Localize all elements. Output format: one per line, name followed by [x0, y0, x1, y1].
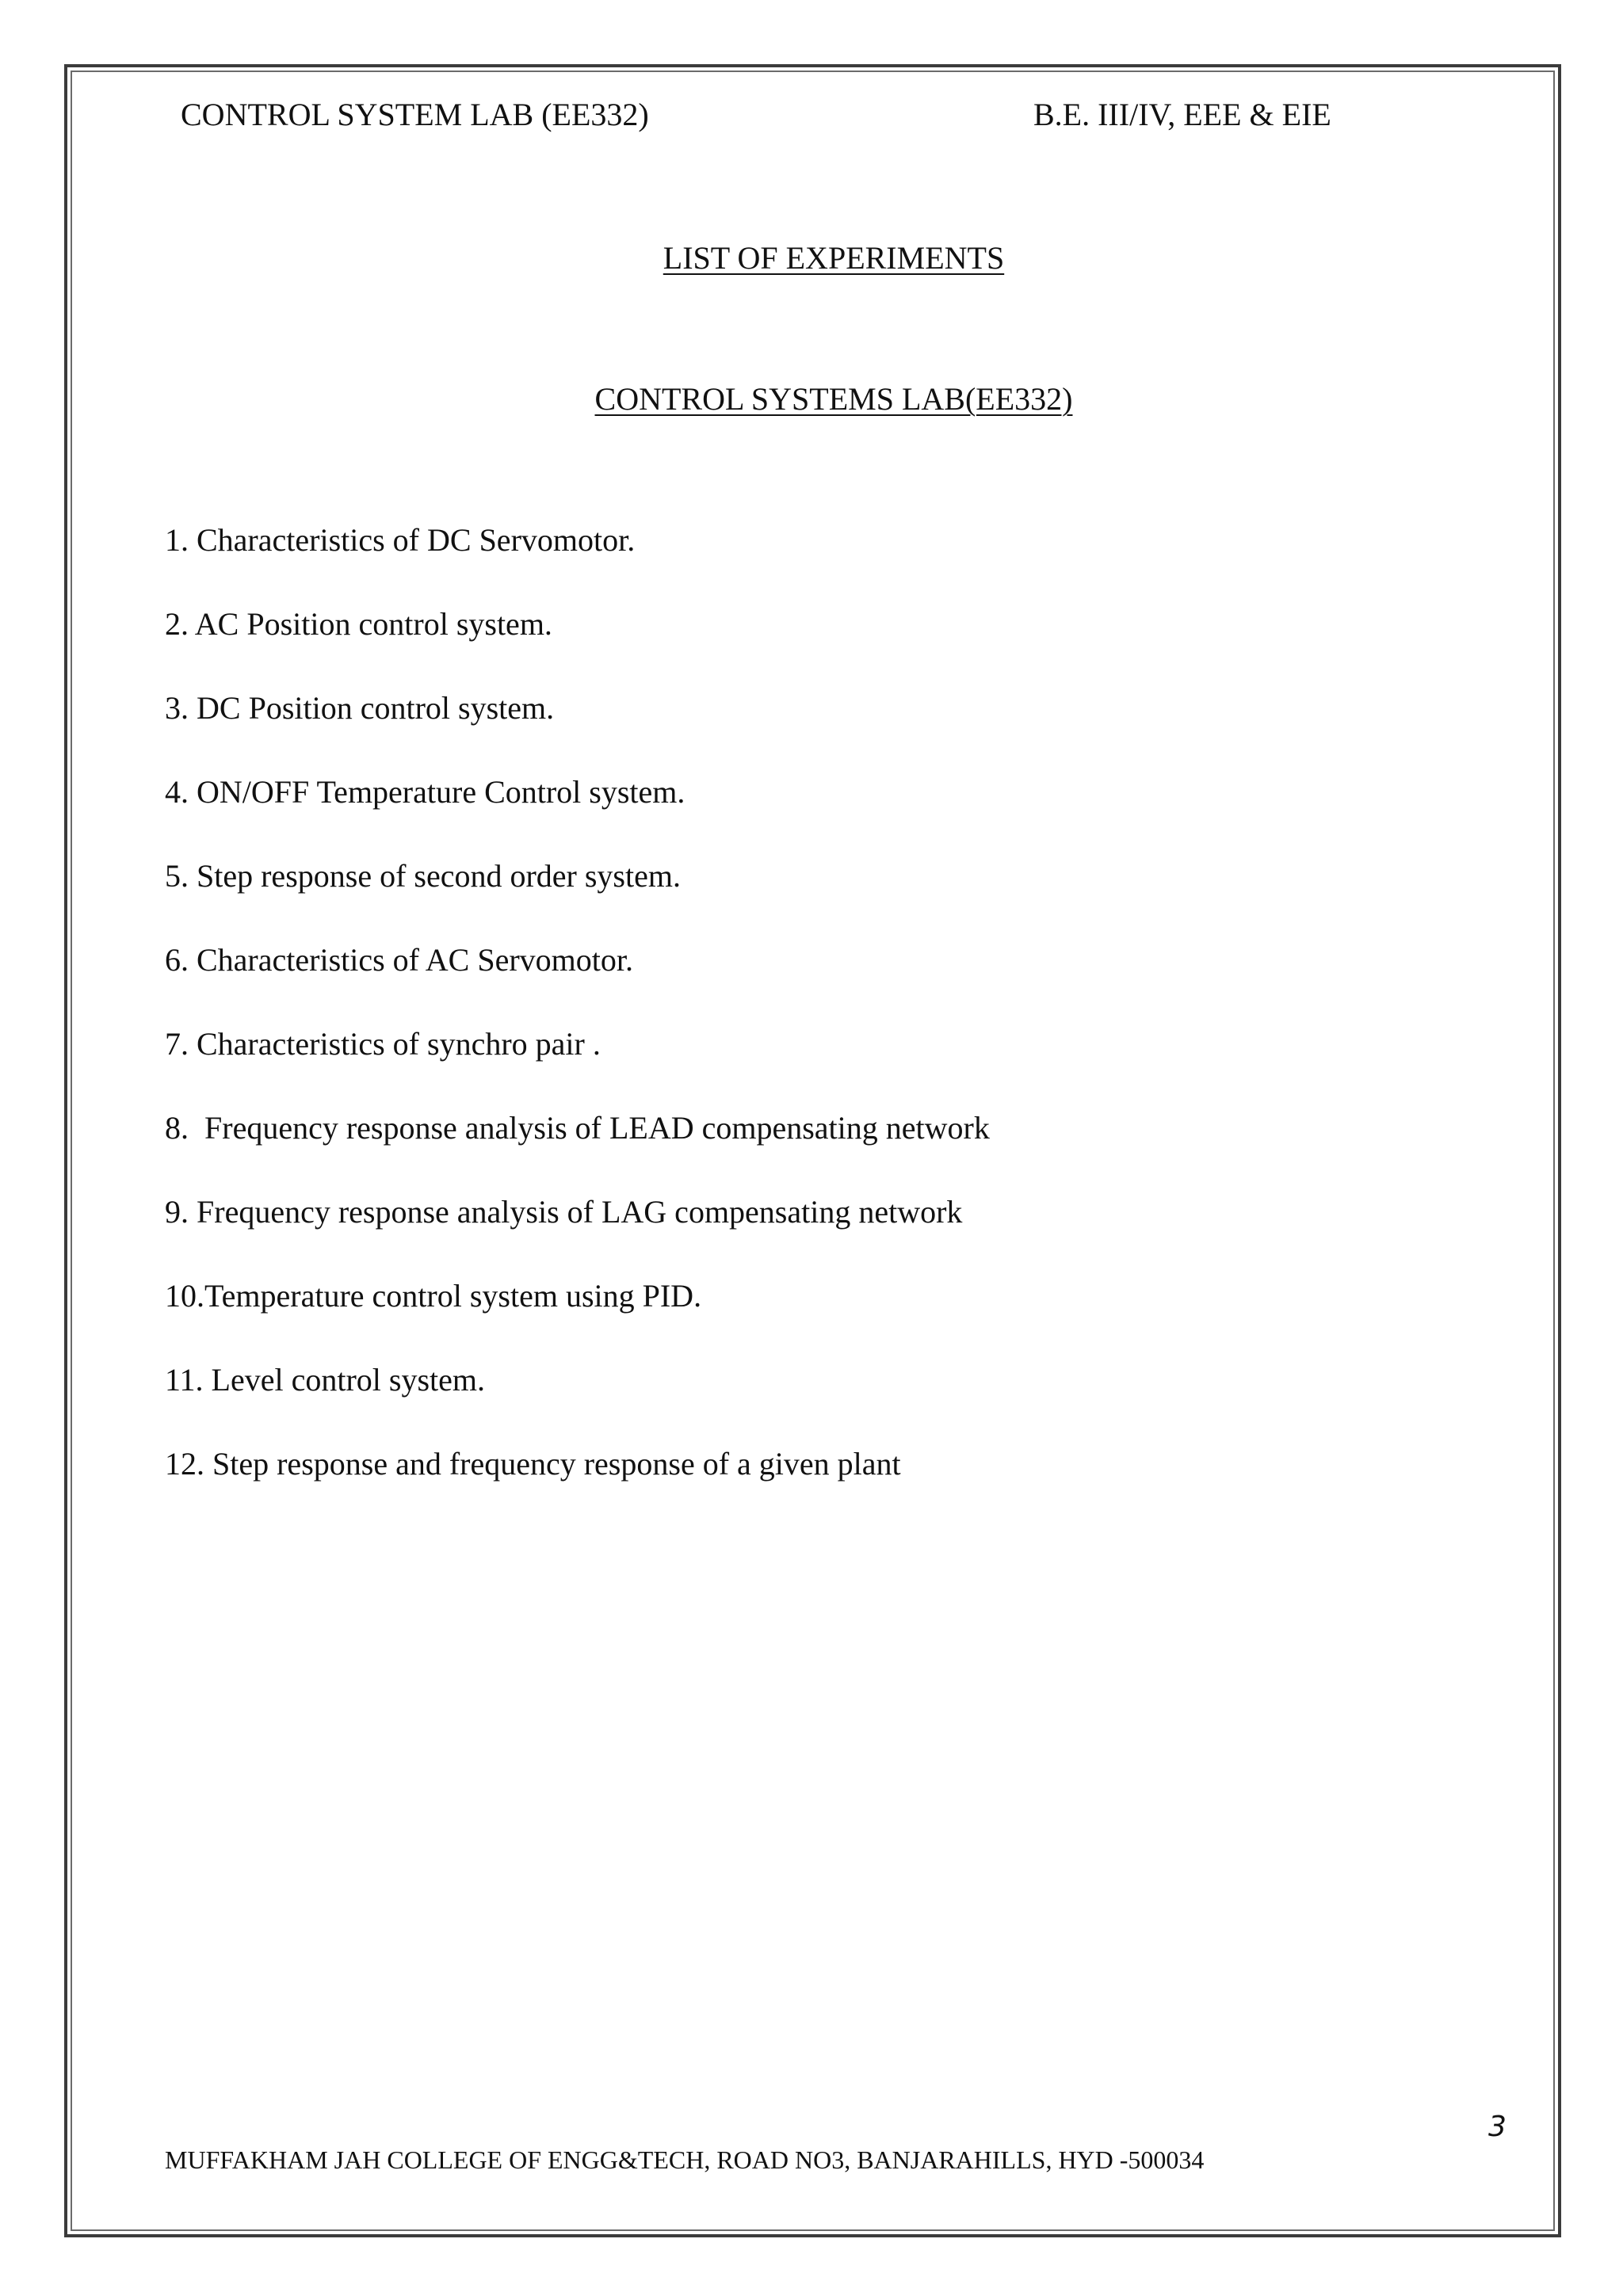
experiment-item-4: 4. ON/OFF Temperature Control system.	[165, 774, 685, 810]
list-of-experiments-heading	[0, 239, 1623, 277]
experiment-list	[165, 521, 990, 1529]
experiment-item-12: 12. Step response and frequency response of a given plant	[165, 1446, 901, 1482]
experiment-item-11: 11. Level control system.	[165, 1362, 485, 1398]
experiment-item-9: 9. Frequency response analysis of LAG compensating network	[165, 1194, 963, 1230]
experiment-item-1: 1. Characteristics of DC Servomotor.	[165, 522, 636, 558]
header-program: B.E. III/IV, EEE & EIE	[1033, 97, 1331, 132]
experiment-item-5: 5. Step response of second order system.	[165, 858, 681, 894]
list-of-experiments-heading-text: LIST OF EXPERIMENTS	[663, 240, 1005, 276]
header-course-title: CONTROL SYSTEM LAB (EE332)	[181, 97, 649, 132]
lab-heading-text: CONTROL SYSTEMS LAB(EE332)	[594, 381, 1073, 417]
experiment-item-7: 7. Characteristics of synchro pair .	[165, 1026, 601, 1062]
experiment-item-8: 8. Frequency response analysis of LEAD compensating network	[165, 1110, 990, 1146]
experiment-item-6: 6. Characteristics of AC Servomotor.	[165, 942, 634, 978]
experiment-item-10: 10.Temperature control system using PID.	[165, 1278, 702, 1314]
lab-heading	[0, 380, 1623, 418]
page-number: 3	[1488, 2111, 1507, 2143]
experiment-item-3: 3. DC Position control system.	[165, 690, 555, 726]
footer-address: MUFFAKHAM JAH COLLEGE OF ENGG&TECH, ROAD NO3, BANJARAHILLS, HYD -500034	[165, 2145, 1205, 2174]
experiment-item-2: 2. AC Position control system.	[165, 606, 552, 642]
